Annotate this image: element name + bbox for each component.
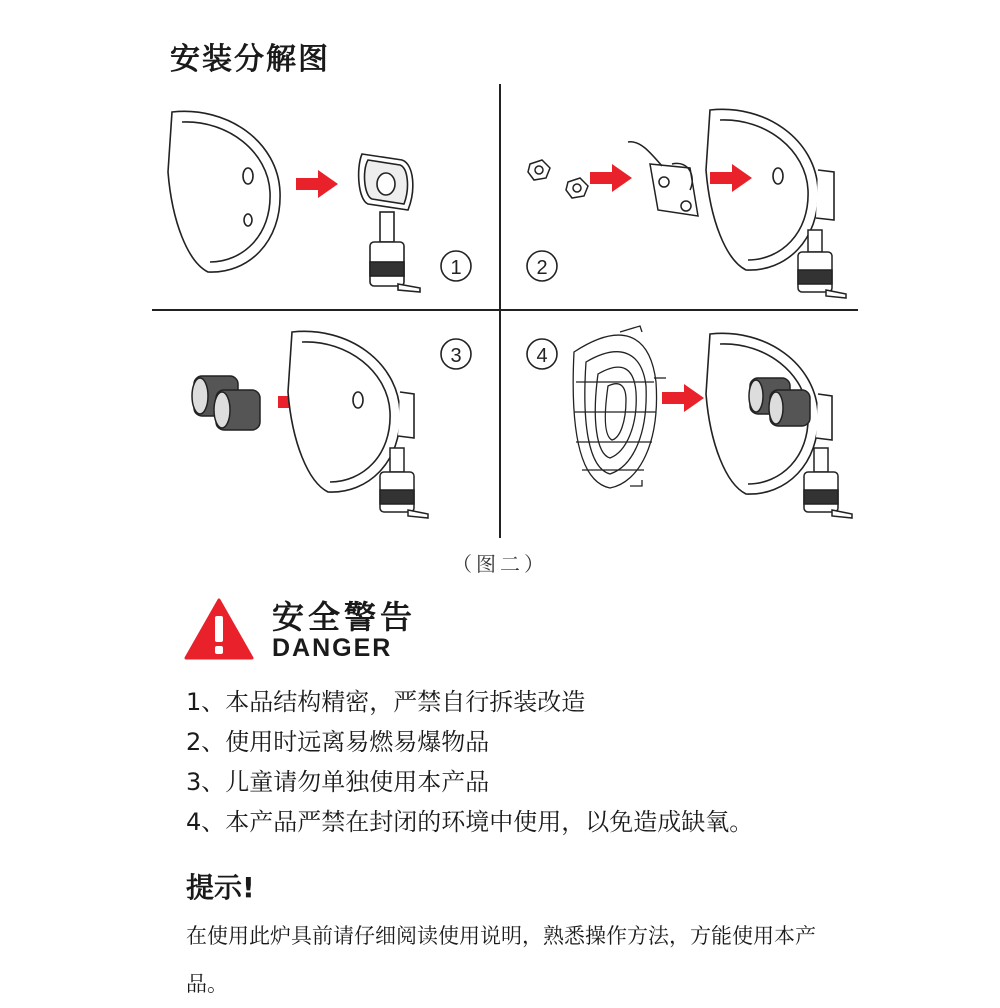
warning-title: 安全警告 bbox=[272, 598, 417, 636]
step-number-3 bbox=[441, 339, 471, 369]
assembly-diagram bbox=[150, 82, 860, 542]
warning-triangle-icon bbox=[184, 598, 254, 660]
burner-base bbox=[804, 448, 852, 518]
panel-step-2 bbox=[527, 109, 846, 298]
tip-text: 在使用此炉具前请仔细阅读使用说明，熟悉操作方法，方能使用本产品。 bbox=[186, 924, 816, 996]
mounting-bracket bbox=[628, 142, 698, 216]
page-title: 安装分解图 bbox=[170, 42, 330, 77]
list-item: 1、本品结构精密，严禁自行拆装改造 bbox=[186, 688, 586, 716]
nut-parts bbox=[528, 160, 588, 198]
svg-text:3: 3 bbox=[450, 345, 462, 367]
list-item: 4、本产品严禁在封闭的环境中使用，以免造成缺氧。 bbox=[186, 808, 754, 836]
panel-step-4 bbox=[527, 326, 852, 518]
safety-grill bbox=[573, 326, 666, 488]
ceramic-burner-tiles bbox=[192, 376, 260, 430]
arrow-icon bbox=[662, 384, 704, 412]
panel-step-3 bbox=[192, 331, 471, 518]
burner-assembly bbox=[359, 154, 420, 292]
heater-reflector bbox=[168, 111, 280, 272]
step-number-4 bbox=[527, 339, 557, 369]
list-item: 3、儿童请勿单独使用本产品 bbox=[186, 768, 490, 796]
warning-subtitle: DANGER bbox=[272, 634, 393, 662]
step-number-2 bbox=[527, 251, 557, 281]
diagram-caption: （图二） bbox=[452, 552, 548, 576]
panel-step-1 bbox=[168, 111, 471, 292]
arrow-icon bbox=[590, 164, 632, 192]
svg-text:2: 2 bbox=[536, 257, 548, 279]
svg-text:4: 4 bbox=[536, 345, 548, 367]
safety-rules-list bbox=[186, 682, 753, 842]
list-item: 2、使用时远离易燃易爆物品 bbox=[186, 728, 490, 756]
tip-title: 提示! bbox=[186, 871, 255, 904]
arrow-icon bbox=[296, 170, 338, 198]
svg-text:1: 1 bbox=[450, 257, 462, 279]
step-number-1 bbox=[441, 251, 471, 281]
